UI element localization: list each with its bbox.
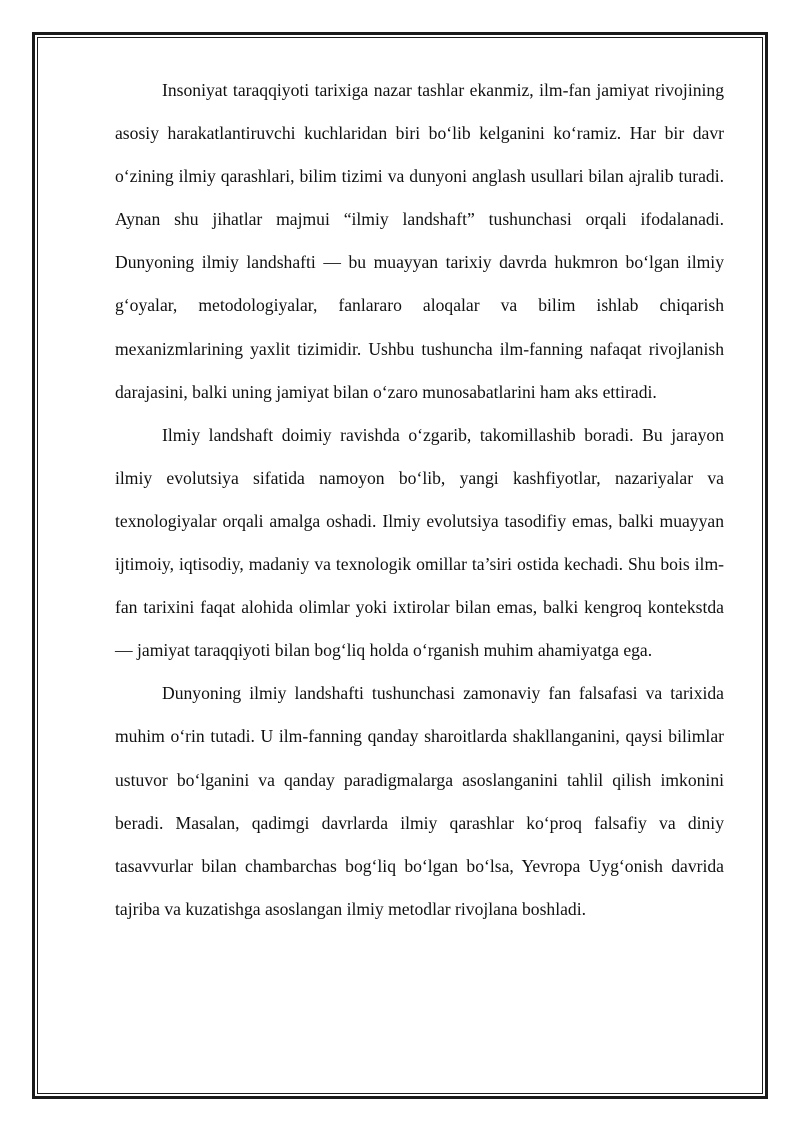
document-body — [115, 69, 724, 931]
paragraph-2: Ilmiy landshaft doimiy ravishda o‘zgarib, takomillashib boradi. Bu jarayon ilmiy evolutsiya sifatida namoyon bo‘lib, yangi kashfiyotlar, nazariyalar va texnologiyalar orqali amalga oshadi. Ilmiy evolutsiya tasodifiy emas, balki muayyan ijtimoiy, iqtisodiy, madaniy va texnologik omillar ta’siri ostida kechadi. Shu bois ilm-fan tarixini faqat alohida olimlar yoki ixtirolar bilan emas, balki kengroq kontekstda — jamiyat taraqqiyoti bilan bog‘liq holda o‘rganish muhim ahamiyatga ega. — [115, 424, 724, 661]
paragraph-1: Insoniyat taraqqiyoti tarixiga nazar tashlar ekanmiz, ilm-fan jamiyat rivojining asosiy harakatlantiruvchi kuchlaridan biri bo‘lib kelganini ko‘ramiz. Har bir davr o‘zining ilmiy qarashlari, bilim tizimi va dunyoni anglash usullari bilan ajralib turadi. Aynan shu jihatlar majmui “ilmiy landshaft” tushunchasi orqali ifodalanadi. Dunyoning ilmiy landshafti — bu muayyan tarixiy davrda hukmron bo‘lgan ilmiy g‘oyalar, metodologiyalar, fanlararo aloqalar va bilim ishlab chiqarish mexanizmlarining yaxlit tizimidir. Ushbu tushuncha ilm-fanning nafaqat rivojlanish darajasini, balki uning jamiyat bilan o‘zaro munosabatlarini ham aks ettiradi. — [115, 80, 724, 402]
paragraph-3: Dunyoning ilmiy landshafti tushunchasi zamonaviy fan falsafasi va tarixida muhim o‘rin tutadi. U ilm-fanning qanday sharoitlarda shakllanganini, qaysi bilimlar ustuvor bo‘lganini va qanday paradigmalarga asoslanganini tahlil qilish imkonini beradi. Masalan, qadimgi davrlarda ilmiy qarashlar ko‘proq falsafiy va diniy tasavvurlar bilan chambarchas bog‘liq bo‘lgan bo‘lsa, Yevropa Uyg‘onish davrida tajriba va kuzatishga asoslangan ilmiy metodlar rivojlana boshladi. — [115, 683, 724, 919]
